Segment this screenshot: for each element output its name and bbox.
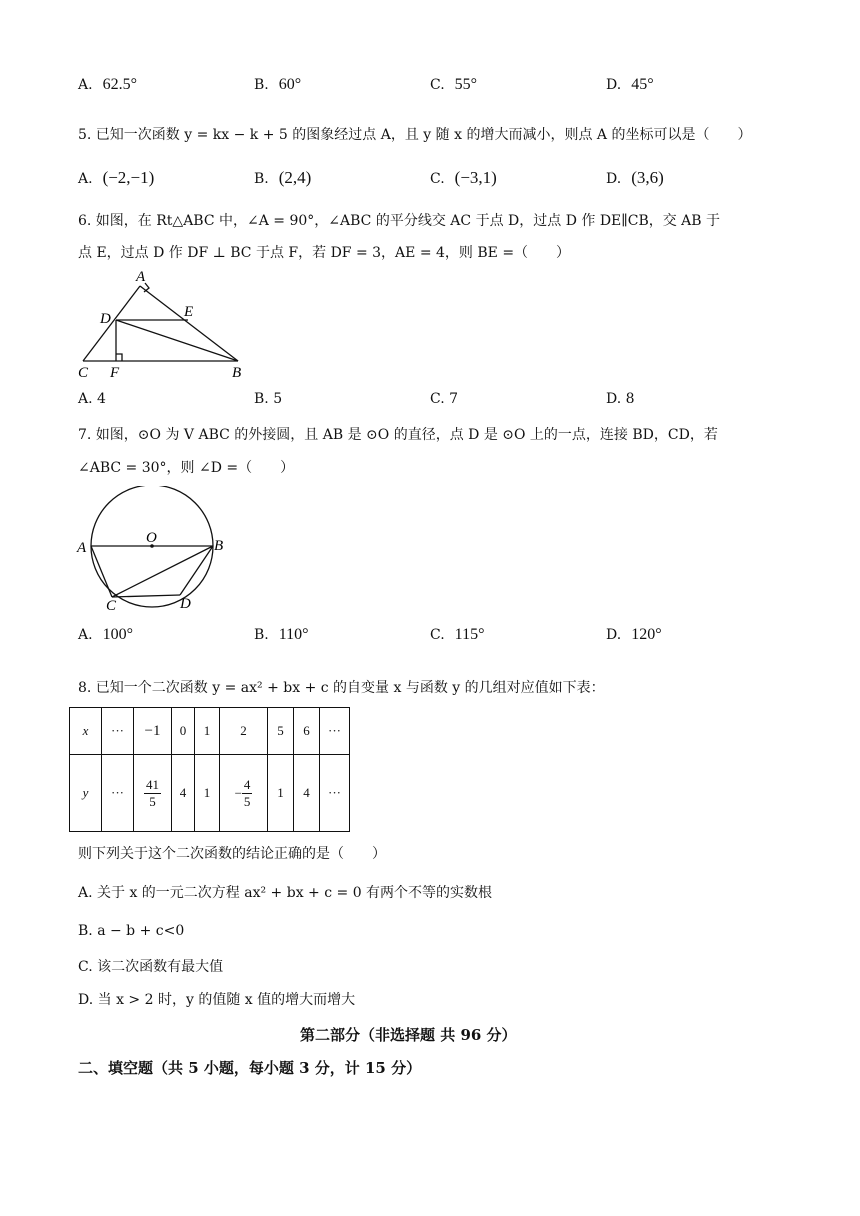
option-letter: D. [606, 391, 622, 407]
option-letter: C. [430, 627, 445, 643]
q6-option-d [606, 391, 635, 407]
label-a: A [136, 269, 146, 285]
q7-option-b [254, 626, 309, 644]
table-cell: ··· [102, 708, 134, 755]
option-letter: B. [254, 171, 269, 187]
label-d: D [100, 311, 111, 327]
q8-option-d: D. 当 x > 2 时，y 的值随 x 值的增大而增大 [78, 992, 356, 1008]
q7-stem-line2: ∠ABC = 30°，则 ∠D =（ ） [78, 460, 295, 476]
table-row-x [70, 708, 350, 755]
table-cell-fraction [220, 755, 268, 832]
table-cell: ··· [320, 708, 350, 755]
q5-stem: 5. 已知一次函数 y = kx − k + 5 的图象经过点 A，且 y 随 x 的增大而减小，则点 A 的坐标可以是（ ） [78, 127, 752, 143]
q4-option-c [430, 76, 477, 94]
q8-option-a: A. 关于 x 的一元二次方程 ax² + bx + c = 0 有两个不等的实数根 [78, 885, 493, 901]
option-value: 60° [278, 76, 302, 93]
q7-option-c [430, 626, 484, 644]
table-cell-fraction [134, 755, 172, 832]
q8-option-c: C. 该二次函数有最大值 [78, 959, 224, 975]
option-value: 115° [454, 626, 485, 643]
label-a: A [77, 540, 87, 556]
table-cell: 4 [172, 755, 195, 832]
table-cell: ··· [102, 755, 134, 832]
fraction-denominator: 5 [243, 793, 251, 809]
label-o: O [146, 530, 157, 546]
label-f: F [110, 365, 120, 381]
label-b: B [232, 365, 242, 381]
fraction-numerator: 4 [243, 776, 251, 792]
option-letter: B. [254, 627, 269, 643]
q7-stem-line1: 7. 如图，⊙O 为 V ABC 的外接圆，且 AB 是 ⊙O 的直径，点 D 是 ⊙O 上的一点，连接 BD，CD，若 [78, 427, 718, 443]
option-value: 45° [631, 76, 654, 93]
option-letter: C. [430, 77, 445, 93]
fraction [242, 777, 253, 810]
option-value: 62.5° [102, 76, 137, 93]
option-letter: B. [254, 391, 269, 407]
option-letter: A. [78, 171, 93, 187]
option-value: (−3,1) [454, 168, 497, 187]
table-cell: 6 [294, 708, 320, 755]
fraction-sign: − [234, 785, 242, 800]
option-letter: D. [606, 171, 622, 187]
q8-stem: 8. 已知一个二次函数 y = ax² + bx + c 的自变量 x 与函数 y 的几组对应值如下表： [78, 680, 605, 696]
option-value: 8 [625, 391, 635, 407]
option-value: 5 [273, 391, 283, 407]
fraction [144, 777, 161, 810]
option-value: (3,6) [631, 168, 664, 187]
option-value: 7 [449, 391, 459, 407]
option-letter: C. [430, 171, 445, 187]
q6-option-c [430, 391, 458, 407]
q7-option-a [78, 626, 133, 644]
option-value: 55° [454, 76, 478, 93]
option-value: 110° [278, 626, 309, 643]
option-value: (−2,−1) [102, 168, 155, 187]
option-letter: D. [606, 627, 622, 643]
label-d: D [180, 596, 191, 612]
table-cell: 2 [220, 708, 268, 755]
option-letter: D. [606, 77, 622, 93]
table-cell: 5 [268, 708, 294, 755]
q4-option-b [254, 76, 301, 94]
table-cell: −1 [134, 708, 172, 755]
option-letter: B. [254, 77, 269, 93]
option-letter: A. [78, 627, 93, 643]
table-cell: 0 [172, 708, 195, 755]
section-two-title: 二、填空题（共 5 小题，每小题 3 分，计 15 分） [78, 1059, 422, 1077]
label-b: B [214, 538, 224, 554]
q6-stem-line1: 6. 如图，在 Rt△ABC 中，∠A = 90°，∠ABC 的平分线交 AC 于点 D，过点 D 作 DE∥CB，交 AB 于 [78, 213, 721, 229]
q6-option-b [254, 391, 282, 407]
table-cell: 1 [268, 755, 294, 832]
q5-option-b [254, 168, 311, 188]
q8-option-b: B. a − b + c<0 [78, 923, 185, 939]
option-letter: A. [78, 391, 93, 407]
table-cell: x [70, 708, 102, 755]
q8-value-table [69, 707, 350, 832]
part-two-title: 第二部分（非选择题 共 96 分） [300, 1026, 517, 1044]
table-cell: ··· [320, 755, 350, 832]
fraction-denominator: 5 [149, 793, 156, 809]
label-c: C [106, 598, 117, 614]
q7-option-d [606, 626, 662, 644]
q4-option-a [78, 76, 137, 94]
q7-circle-figure [72, 486, 232, 616]
table-cell: y [70, 755, 102, 832]
option-value: 100° [102, 626, 133, 643]
table-cell: 4 [294, 755, 320, 832]
q6-triangle-figure [70, 266, 260, 384]
table-cell: 1 [195, 708, 220, 755]
label-e: E [184, 304, 194, 320]
fraction-numerator: 41 [146, 776, 159, 792]
q5-option-c [430, 168, 497, 188]
q4-option-d [606, 76, 654, 94]
table-cell: 1 [195, 755, 220, 832]
option-value: 4 [97, 391, 106, 407]
q6-stem-line2: 点 E，过点 D 作 DF ⊥ BC 于点 F，若 DF = 3，AE = 4，则 BE =（ ） [78, 245, 571, 261]
option-value: (2,4) [278, 168, 312, 187]
q6-option-a [78, 391, 106, 407]
option-letter: A. [78, 77, 93, 93]
option-value: 120° [631, 626, 662, 643]
q5-option-d [606, 168, 664, 188]
q5-option-a [78, 168, 154, 188]
q8-question: 则下列关于这个二次函数的结论正确的是（ ） [78, 846, 386, 862]
label-c: C [78, 365, 89, 381]
table-row-y [70, 755, 350, 832]
option-letter: C. [430, 391, 445, 407]
